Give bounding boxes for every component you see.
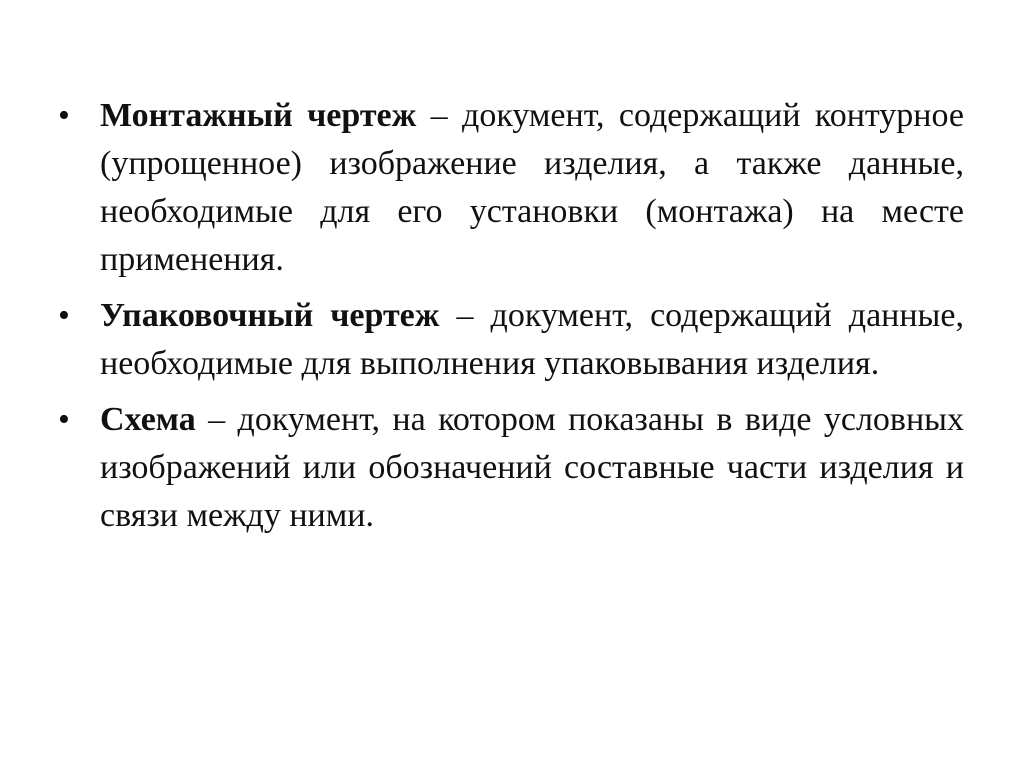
- definition-schema: – документ, на котором показаны в виде условных изображений или обозначений составные части изделия и связи между ними.: [100, 401, 964, 534]
- list-item-packaging-drawing: [58, 292, 964, 388]
- list-item-assembly-drawing: [58, 92, 964, 284]
- definition-assembly-drawing: – документ, содержащий контурное (упрощенное) изображение изделия, а также данные, необходимые для его установки (монтажа) на месте применения.: [100, 97, 965, 278]
- term-schema: Схема: [100, 401, 196, 438]
- definition-list: [58, 92, 964, 548]
- term-assembly-drawing: Монтажный чертеж: [100, 97, 417, 134]
- bullet-icon: •: [58, 97, 70, 134]
- definition-packaging-drawing: – документ, содержащий данные, необходимые для выполнения упаковывания изделия.: [100, 297, 964, 382]
- bullet-icon: •: [58, 401, 70, 438]
- bullet-icon: •: [58, 297, 70, 334]
- list-item-schema: [58, 396, 964, 540]
- term-packaging-drawing: Упаковочный чертеж: [100, 297, 440, 334]
